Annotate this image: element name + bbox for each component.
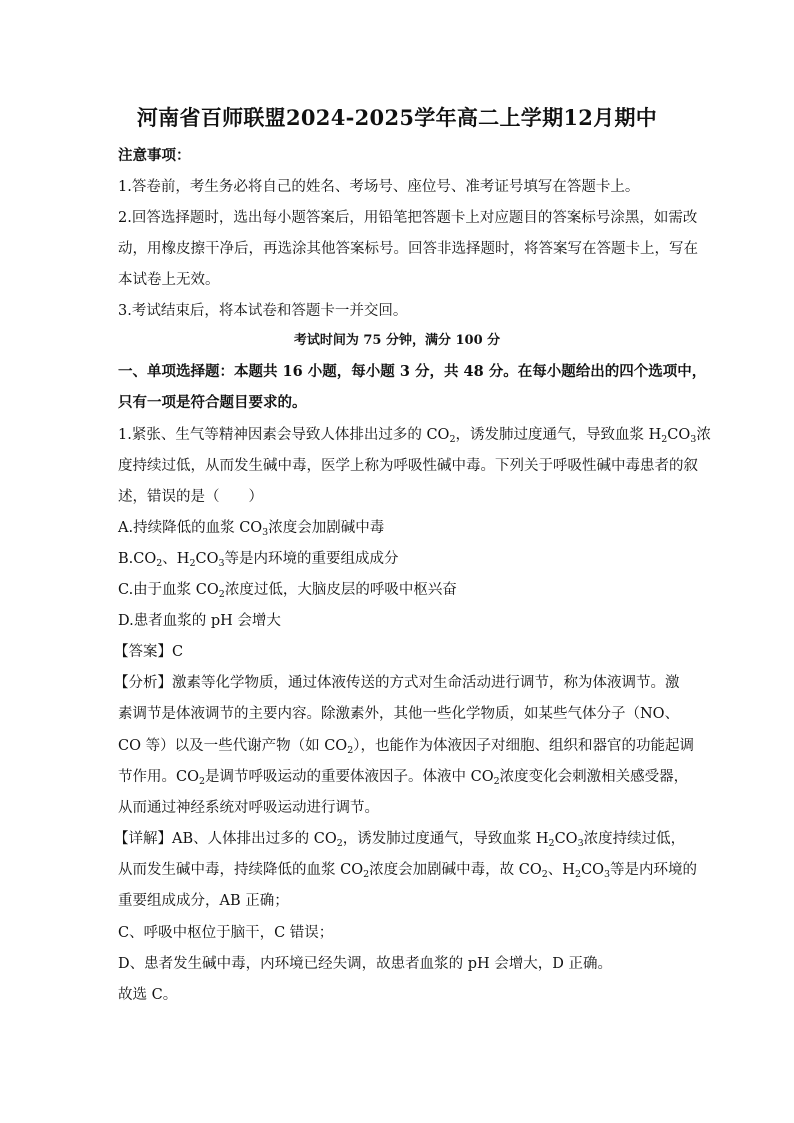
subscript: 2 <box>363 869 370 880</box>
detail-text-g: 、H <box>547 862 575 878</box>
analysis-line-1: 【分析】激素等化学物质，通过体液传送的方式对生命活动进行调节，称为体液调节。激 <box>114 675 680 691</box>
q1-text-b: ，诱发肺过度通气，导致血浆 H <box>455 427 662 443</box>
option-d: D.患者血浆的 pH 会增大 <box>118 613 281 629</box>
section-heading-line-1: 一、单项选择题：本题共 16 小题，每小题 3 分，共 48 分。在每小题给出的四个选项中， <box>118 363 707 380</box>
subscript: 3 <box>690 434 697 445</box>
subscript: 3 <box>603 869 611 880</box>
detail-line-6: 故选 C。 <box>118 987 178 1003</box>
exam-info: 考试时间为 75 分钟，满分 100 分 <box>293 333 501 348</box>
analysis-line-3 <box>118 736 694 758</box>
option-b-text-b: 、H <box>162 551 190 567</box>
option-b-text-a: B.CO <box>118 551 157 567</box>
option-c <box>118 580 457 602</box>
q1-text-c: CO <box>667 427 691 443</box>
analysis-text-c: 节作用。CO <box>118 769 199 785</box>
option-c-text-b: 浓度过低，大脑皮层的呼吸中枢兴奋 <box>224 582 457 598</box>
notice-heading: 注意事项： <box>118 147 191 164</box>
detail-text-c: CO <box>554 831 578 847</box>
notice-item-2-line-2: 动，用橡皮擦干净后，再选涂其他答案标号。回答非选择题时，将答案写在答题卡上，写在 <box>118 241 698 257</box>
subscript: 2 <box>218 589 225 600</box>
answer-line: 【答案】C <box>114 644 184 660</box>
question-1-line-1 <box>118 425 711 447</box>
question-1-line-2: 度持续过低，从而发生碱中毒，医学上称为呼吸性碱中毒。下列关于呼吸性碱中毒患者的叙 <box>118 458 698 474</box>
detail-line-5: D、患者发生碱中毒，内环境已经失调，故患者血浆的 pH 会增大，D 正确。 <box>118 956 613 972</box>
analysis-line-4 <box>118 767 688 789</box>
option-b <box>118 549 399 571</box>
subscript: 2 <box>661 434 668 445</box>
detail-line-3: 重要组成成分，AB 正确； <box>118 893 289 909</box>
subscript: 2 <box>574 869 581 880</box>
subscript: 3 <box>262 527 269 538</box>
analysis-line-2: 素调节是体液调节的主要内容。除激素外，其他一些化学物质，如某些气体分子（NO、 <box>118 706 680 722</box>
subscript: 2 <box>198 776 206 787</box>
detail-text-d: 浓度持续过低， <box>583 831 686 847</box>
document-title: 河南省百师联盟2024-2025学年高二上学期12月期中 <box>136 105 658 130</box>
analysis-line-5: 从而通过神经系统对呼吸运动进行调节。 <box>118 800 379 816</box>
option-a-text-b: 浓度会加剧碱中毒 <box>268 520 385 536</box>
subscript: 2 <box>336 838 343 849</box>
subscript: 2 <box>189 558 196 569</box>
notice-item-3: 3.考试结束后，将本试卷和答题卡一并交回。 <box>118 303 408 319</box>
detail-line-1 <box>114 829 685 851</box>
question-1-line-3: 述，错误的是（ ） <box>118 489 263 505</box>
option-b-text-d: 等是内环境的重要组成成分 <box>224 551 399 567</box>
detail-line-4: C、呼吸中枢位于脑干，C 错误； <box>118 925 334 941</box>
subscript: 2 <box>541 869 548 880</box>
analysis-text-b: ），也能作为体液因子对细胞、组织和器官的功能起调 <box>353 738 694 754</box>
option-a-text-a: A.持续降低的血浆 CO <box>118 520 263 536</box>
option-c-text-a: C.由于血浆 CO <box>118 582 219 598</box>
detail-text-h: CO <box>580 862 604 878</box>
analysis-text-a: CO 等）以及一些代谢产物（如 CO <box>118 738 348 754</box>
detail-line-2 <box>118 860 697 882</box>
subscript: 2 <box>156 558 163 569</box>
analysis-text-e: 浓度变化会刺激相关感受器， <box>499 769 689 785</box>
notice-item-2-line-1: 2.回答选择题时，选出每小题答案后，用铅笔把答题卡上对应题目的答案标号涂黑，如需改 <box>118 210 698 226</box>
detail-text-f: 浓度会加剧碱中毒，故 CO <box>369 862 542 878</box>
subscript: 2 <box>493 776 500 787</box>
q1-text-a: 1.紧张、生气等精神因素会导致人体排出过多的 CO <box>118 427 450 443</box>
detail-text-e: 从而发生碱中毒，持续降低的血浆 CO <box>118 862 364 878</box>
detail-text-a: 【详解】AB、人体排出过多的 CO <box>114 831 337 847</box>
option-b-text-c: CO <box>195 551 219 567</box>
subscript: 2 <box>548 838 555 849</box>
detail-text-b: ，诱发肺过度通气，导致血浆 H <box>342 831 549 847</box>
detail-text-i: 等是内环境的 <box>610 862 698 878</box>
notice-item-2-line-3: 本试卷上无效。 <box>118 272 220 288</box>
q1-text-d: 浓 <box>696 427 711 443</box>
subscript: 3 <box>218 558 225 569</box>
option-a <box>118 518 384 540</box>
analysis-text-d: 是调节呼吸运动的重要体液因子。体液中 CO <box>205 769 494 785</box>
section-heading-line-2: 只有一项是符合题目要求的。 <box>118 394 307 411</box>
subscript: 2 <box>449 434 456 445</box>
subscript: 2 <box>347 745 354 756</box>
notice-item-1: 1.答卷前，考生务必将自己的姓名、考场号、座位号、准考证号填写在答题卡上。 <box>118 179 640 195</box>
subscript: 3 <box>577 838 584 849</box>
